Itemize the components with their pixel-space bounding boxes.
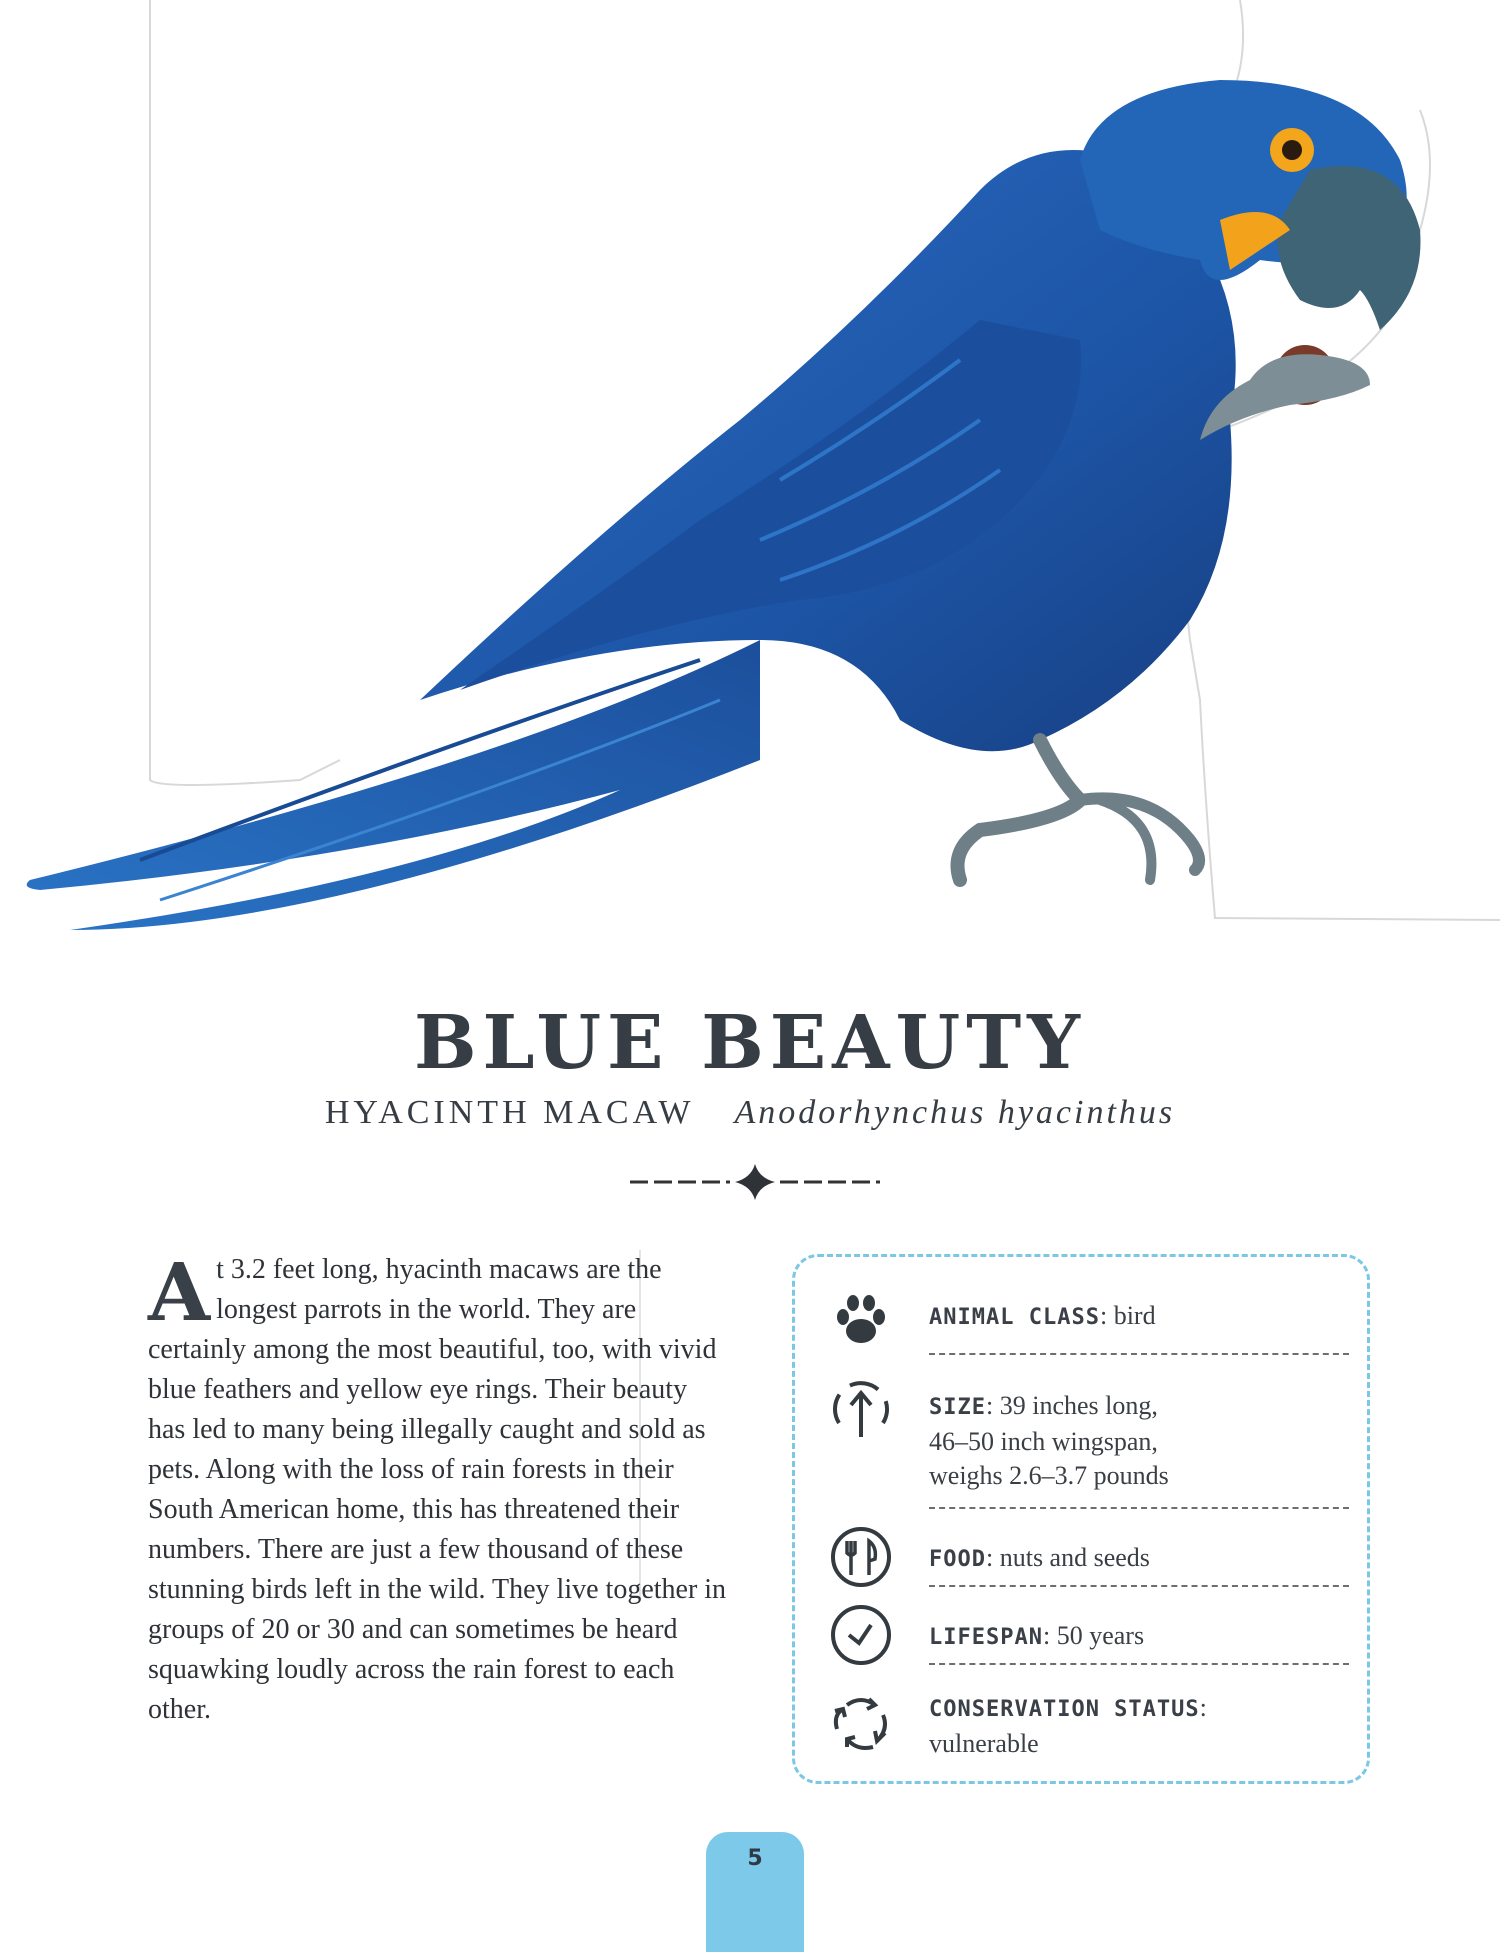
fact-label: CONSERVATION STATUS — [929, 1697, 1200, 1722]
fact-value: nuts and seeds — [999, 1543, 1150, 1572]
fact-divider — [929, 1585, 1349, 1587]
article-text: t 3.2 feet long, hyacinth macaws are the longest parrots in the world. They are certainly among the most beautiful, too, with vivid blue feathers and yellow eye rings. Their beauty has led to many being illegally caught and sold as pets. Along with the loss of rain forests in their South American home, this has threatened their numbers. There are just a few thousand of these stunning birds left in the wild. They live together in groups of 20 or 30 and can sometimes be heard squawking loudly across the rain forest to each other. — [148, 1254, 727, 1725]
fact-label: FOOD — [929, 1547, 986, 1572]
fact-value: weighs 2.6–3.7 pounds — [929, 1461, 1169, 1490]
paw-print-icon — [827, 1287, 895, 1355]
food-utensils-icon — [827, 1523, 895, 1591]
page-number-tab — [706, 1832, 804, 1952]
fact-text: SIZE: 39 inches long, 46–50 inch wingspan, weighs 2.6–3.7 pounds — [929, 1391, 1169, 1490]
fact-value: vulnerable — [929, 1729, 1039, 1758]
fact-text: CONSERVATION STATUS: vulnerable — [929, 1693, 1207, 1758]
fact-divider — [929, 1507, 1349, 1509]
fact-box — [792, 1254, 1370, 1784]
size-arrow-icon — [827, 1377, 895, 1445]
fact-label: ANIMAL CLASS — [929, 1305, 1100, 1330]
fact-label: SIZE — [929, 1395, 986, 1420]
fact-value: 46–50 inch wingspan, — [929, 1427, 1158, 1456]
species-subtitle — [0, 1092, 1500, 1132]
page-number: 5 — [747, 1846, 763, 1871]
scientific-name: Anodorhynchus hyacinthus — [734, 1094, 1176, 1131]
fact-divider — [929, 1663, 1349, 1665]
fact-value: 39 inches long, — [999, 1391, 1158, 1420]
fact-value: 50 years — [1056, 1621, 1145, 1650]
clock-icon — [827, 1601, 895, 1669]
hyacinth-macaw-illustration — [0, 0, 1500, 960]
fact-divider — [929, 1353, 1349, 1355]
fact-text: ANIMAL CLASS: bird — [929, 1301, 1156, 1330]
fact-text: LIFESPAN: 50 years — [929, 1621, 1145, 1650]
recycle-arrows-icon — [827, 1687, 895, 1755]
page-title: BLUE BEAUTY — [413, 1000, 1087, 1086]
fact-text: FOOD: nuts and seeds — [929, 1543, 1150, 1572]
fact-label: LIFESPAN — [929, 1625, 1043, 1650]
common-name: HYACINTH MACAW — [324, 1094, 695, 1131]
divider-ornament — [630, 1162, 880, 1202]
article-body — [148, 1245, 728, 1730]
fact-value: bird — [1113, 1301, 1156, 1330]
drop-cap: A — [148, 1245, 211, 1339]
